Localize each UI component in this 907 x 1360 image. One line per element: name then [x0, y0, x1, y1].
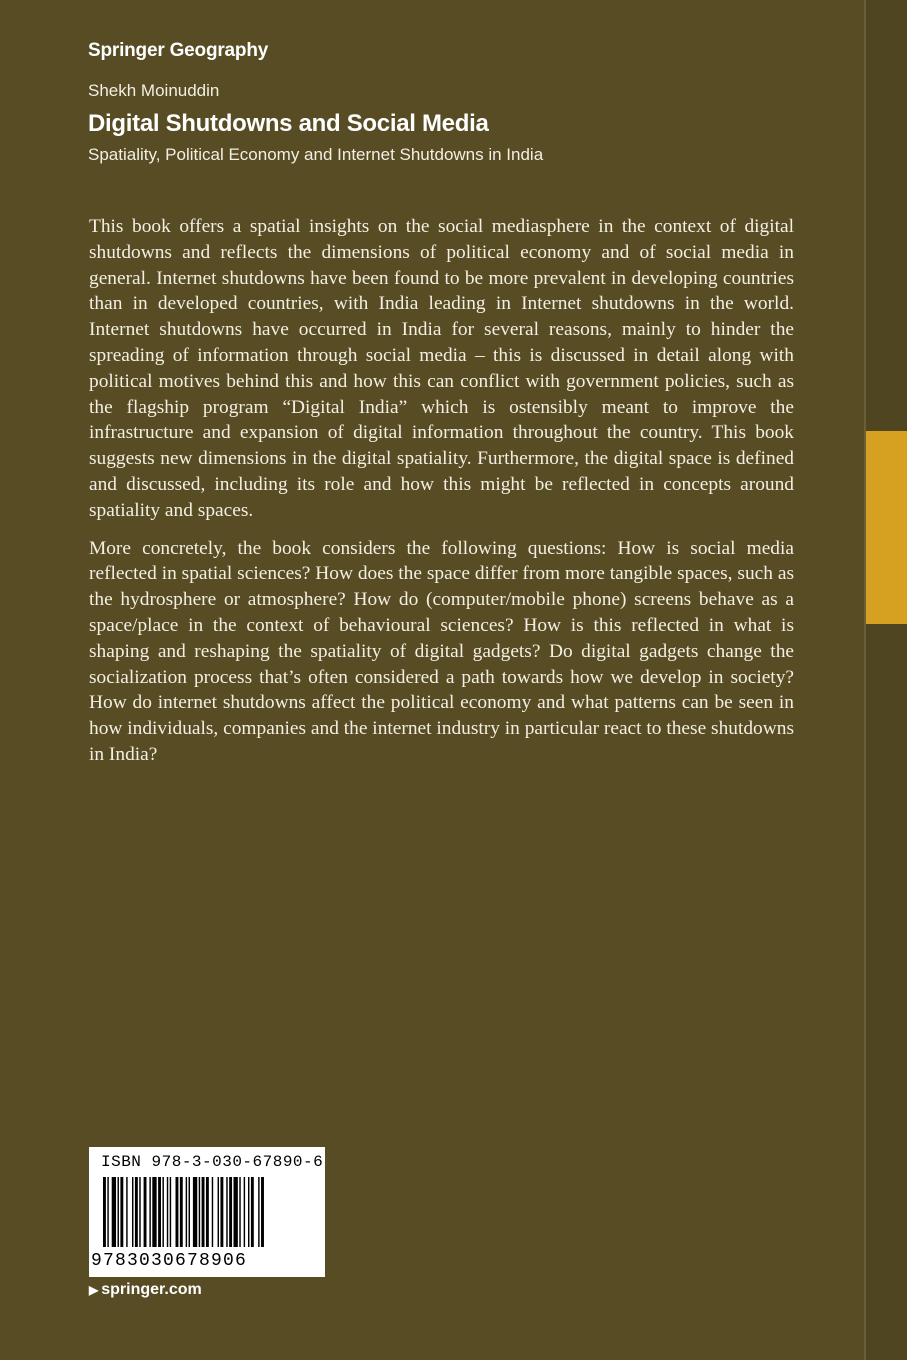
barcode-bar — [229, 1177, 232, 1247]
author-name: Shekh Moinuddin — [88, 81, 220, 100]
barcode-bar — [193, 1177, 197, 1247]
barcode-bar — [212, 1177, 213, 1247]
series-name: Springer Geography — [88, 40, 269, 61]
spine-accent-bar — [866, 431, 907, 624]
barcode-bar — [206, 1177, 209, 1247]
barcode-bar — [199, 1177, 200, 1247]
barcode-bar — [120, 1177, 123, 1247]
barcode-bar — [220, 1177, 223, 1247]
barcode-bar — [218, 1177, 219, 1247]
blurb-paragraph: This book offers a spatial insights on the social mediasphere in the context of digital shutdowns and reflects the dimensions of political economy and of social media in general. Internet shutdowns have been found to be more prevalent in developing countries than in developed countries, with India leading in Internet shutdowns in the world. Internet shutdowns have occurred in India for several reasons, mainly to hinder the spreading of information through social media – this is discussed in detail along with political motives behind this and how this can conflict with government policies, such as the flagship program “Digital India” which is ostensibly meant to improve the infrastructure and expansion of digital information throughout the country. This book suggests new dimensions in the digital spatiality. Furthermore, the digital space is defined and discussed, including its role and how this might be reflected in concepts around spatiality and spaces. — [89, 216, 794, 521]
barcode-bar — [189, 1177, 190, 1247]
barcode-bar — [126, 1177, 127, 1247]
barcode-bar — [139, 1177, 140, 1247]
barcode-digit-group: 783030678906 — [103, 1251, 248, 1271]
barcode-bar — [118, 1177, 119, 1247]
barcode-bar — [176, 1177, 179, 1247]
barcode-bar — [135, 1177, 138, 1247]
barcode-bar — [158, 1177, 161, 1247]
barcode-bar — [149, 1177, 150, 1247]
barcode-bar — [244, 1177, 245, 1247]
barcode-bar — [167, 1177, 168, 1247]
barcode-bar — [170, 1177, 171, 1247]
back-cover-blurb — [89, 214, 794, 780]
barcode-bar — [234, 1177, 238, 1247]
barcode-bar — [132, 1177, 133, 1247]
barcode-bar — [251, 1177, 254, 1247]
book-title: Digital Shutdowns and Social Media — [88, 110, 489, 137]
blurb-paragraph: More concretely, the book considers the following questions: How is social media reflected in spatial sciences? How does the space differ from more tangible spaces, such as the hydrosphere or atmosphere? How do (computer/mobile phone) screens behave as a space/place in the context of behavioural sciences? How is this reflected in what is shaping and reshaping the spatiality of digital gadgets? Do digital gadgets change the socialization process that’s often considered a path towards how we develop in society? How do internet shutdowns affect the political economy and what patterns can be seen in how individuals, companies and the internet industry in particular react to these shutdowns in India? — [89, 537, 794, 765]
isbn-label: ISBN 978-3-030-67890-6 — [101, 1153, 324, 1171]
barcode-bar — [144, 1177, 147, 1247]
barcode-bar — [186, 1177, 187, 1247]
isbn-barcode — [89, 1147, 325, 1277]
barcode-bar — [112, 1177, 116, 1247]
barcode-bar — [107, 1177, 108, 1247]
barcode-first-digit: 9 — [91, 1251, 102, 1271]
barcode-bar — [152, 1177, 156, 1247]
barcode-bars-icon — [103, 1177, 311, 1251]
barcode-bar — [103, 1177, 106, 1247]
barcode-bar — [202, 1177, 205, 1247]
barcode-bar — [258, 1177, 259, 1247]
publisher-link[interactable] — [89, 1281, 202, 1299]
arrow-right-icon: ▶ — [89, 1283, 99, 1297]
barcode-bar — [248, 1177, 249, 1247]
barcode-bar — [261, 1177, 264, 1247]
barcode-bar — [226, 1177, 227, 1247]
publisher-website: springer.com — [101, 1281, 202, 1298]
barcode-bar — [180, 1177, 183, 1247]
book-subtitle: Spatiality, Political Economy and Internet Shutdowns in India — [88, 145, 544, 164]
book-spine — [866, 0, 907, 1360]
barcode-bar — [239, 1177, 240, 1247]
barcode-bar — [162, 1177, 163, 1247]
